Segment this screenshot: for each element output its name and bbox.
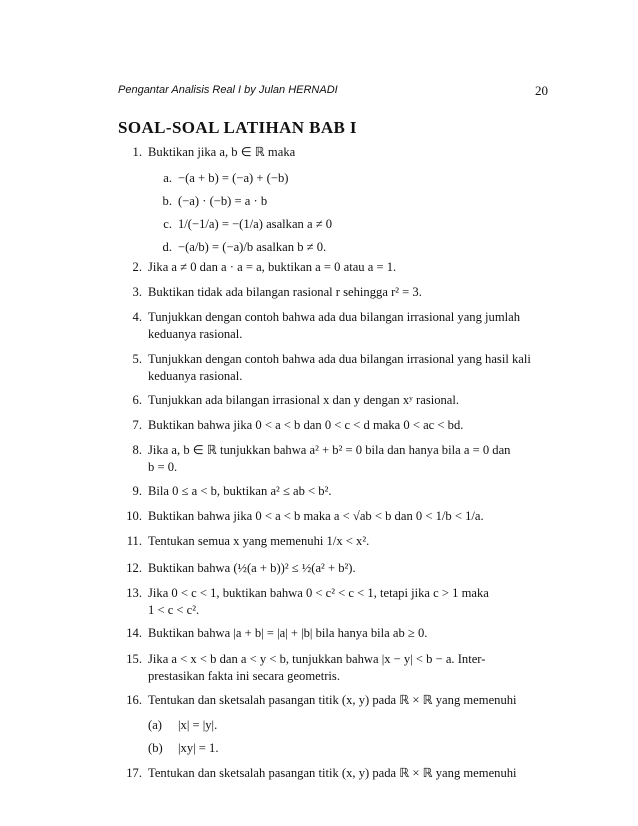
item-number: 6. [132,393,142,407]
item-text-line-1: Tunjukkan dengan contoh bahwa ada dua bilangan irrasional yang hasil kali [148,352,531,366]
item-text: Tentukan semua x yang memenuhi 1/x < x². [148,534,370,548]
item-number: 15. [126,652,142,666]
page-number: 20 [535,83,548,98]
sub-item-label: (a) [148,718,162,732]
item-text: Buktikan tidak ada bilangan rasional r sehingga r² = 3. [148,285,422,299]
section-title: SOAL-SOAL LATIHAN BAB I [118,118,357,137]
item-number: 9. [132,484,142,498]
item-text: Buktikan jika a, b ∈ ℝ maka [148,145,296,159]
item-text: Buktikan bahwa jika 0 < a < b dan 0 < c < d maka 0 < ac < bd. [148,418,464,432]
item-number: 11. [126,534,142,548]
sub-item-label: d. [162,240,172,254]
sub-item-text: |x| = |y|. [178,718,218,732]
item-text: Buktikan bahwa jika 0 < a < b maka a < √ab < b dan 0 < 1/b < 1/a. [148,509,484,523]
item-text-line-2: keduanya rasional. [148,369,243,383]
item-number: 4. [132,310,142,324]
item-number: 2. [132,260,142,274]
running-title: Pengantar Analisis Real I by Julan HERNADI [118,84,338,96]
item-text-line-2: b = 0. [148,460,178,474]
item-number: 17. [126,766,142,780]
item-number: 10. [126,509,142,523]
sub-item-text: (−a) · (−b) = a · b [178,194,268,208]
item-text: Buktikan bahwa |a + b| = |a| + |b| bila hanya bila ab ≥ 0. [148,626,428,640]
item-text: Tentukan dan sketsalah pasangan titik (x, y) pada ℝ × ℝ yang memenuhi [148,766,517,780]
sub-item-text: −(a/b) = (−a)/b asalkan b ≠ 0. [178,240,327,254]
item-text: Jika a ≠ 0 dan a · a = a, buktikan a = 0 atau a = 1. [148,260,397,274]
sub-item-text: −(a + b) = (−a) + (−b) [178,171,289,185]
item-number: 8. [132,443,142,457]
sub-item-label: (b) [148,741,163,755]
item-text-line-2: 1 < c < c². [148,603,200,617]
item-text-line-1: Jika a < x < b dan a < y < b, tunjukkan bahwa |x − y| < b − a. Inter- [148,652,486,666]
sub-item-label: a. [163,171,172,185]
item-number: 16. [126,693,142,707]
item-text: Tunjukkan ada bilangan irrasional x dan y dengan xʸ rasional. [148,393,460,407]
sub-item-label: b. [162,194,172,208]
sub-item-label: c. [163,217,172,231]
item-text-line-1: Jika 0 < c < 1, buktikan bahwa 0 < c² < c < 1, tetapi jika c > 1 maka [148,586,489,600]
item-text-line-1: Tunjukkan dengan contoh bahwa ada dua bilangan irrasional yang jumlah [148,310,521,324]
running-header [118,84,548,100]
item-text: Tentukan dan sketsalah pasangan titik (x, y) pada ℝ × ℝ yang memenuhi [148,693,517,707]
item-text: Buktikan bahwa (½(a + b))² ≤ ½(a² + b²). [148,561,356,575]
item-number: 5. [132,352,142,366]
item-text-line-2: keduanya rasional. [148,327,243,341]
item-text-line-1: Jika a, b ∈ ℝ tunjukkan bahwa a² + b² = 0 bila dan hanya bila a = 0 dan [148,443,511,457]
item-number: 12. [126,561,142,575]
item-text: Bila 0 ≤ a < b, buktikan a² ≤ ab < b². [148,484,332,498]
item-number: 13. [126,586,142,600]
item-text-line-2: prestasikan fakta ini secara geometris. [148,669,340,683]
item-number: 7. [132,418,142,432]
item-number: 3. [132,285,142,299]
item-number: 1. [132,145,142,159]
sub-item-text: 1/(−1/a) = −(1/a) asalkan a ≠ 0 [178,217,333,231]
item-number: 14. [126,626,142,640]
sub-item-text: |xy| = 1. [178,741,219,755]
